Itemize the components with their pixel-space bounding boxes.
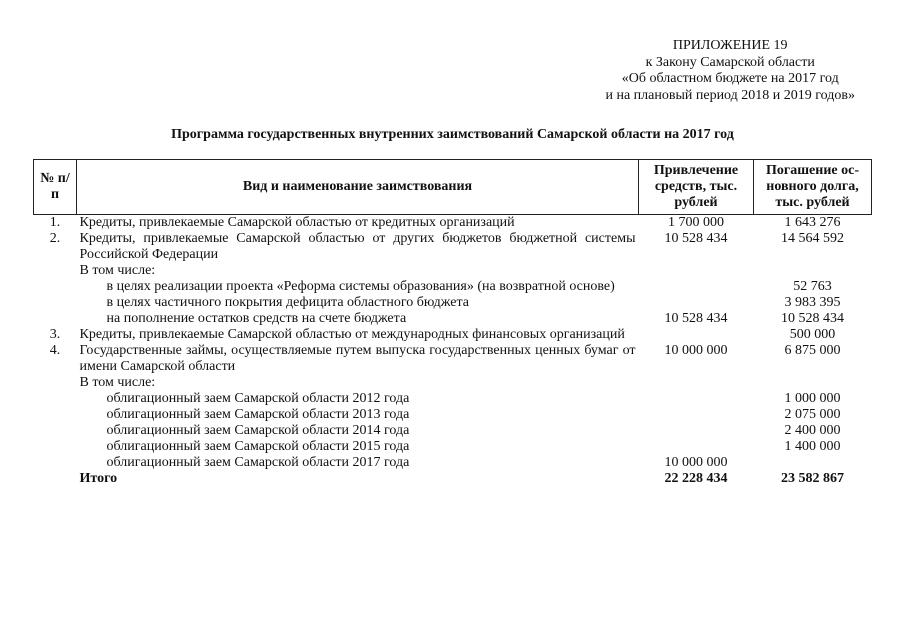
row-repay: 10 528 434	[781, 311, 844, 326]
row-number: 2.	[49, 231, 61, 246]
row-name: Государственные займы, осуществляемые путем выпуска государственных ценных бумаг от имени Самарской области	[79, 343, 636, 374]
row-raise	[639, 327, 754, 343]
row-name: Кредиты, привлекаемые Самарской областью от международных финансовых организаций	[79, 327, 625, 342]
row-raise	[639, 407, 754, 423]
row-number	[34, 391, 77, 407]
appendix-law-period: и на плановый период 2018 и 2019 годов»	[605, 87, 855, 103]
row-repay: 500 000	[789, 327, 836, 342]
row-repay: 6 875 000	[784, 343, 841, 358]
table-row	[34, 455, 872, 471]
table-row	[34, 295, 872, 311]
row-repay: 2 400 000	[784, 423, 841, 438]
row-raise	[639, 423, 754, 439]
header-raise: Привлечение средств, тыс. рублей	[639, 160, 754, 215]
table-row	[34, 215, 872, 232]
row-repay	[754, 263, 872, 279]
row-number	[34, 295, 77, 311]
row-name: В том числе:	[79, 375, 156, 390]
row-raise: 1 700 000	[668, 215, 724, 230]
appendix-law-title: «Об областном бюджете на 2017 год	[621, 71, 839, 86]
row-name: Кредиты, привлекаемые Самарской областью от других бюджетов бюджетной системы Российской Федерации	[79, 231, 636, 262]
row-raise	[639, 439, 754, 455]
total-label: Итого	[79, 471, 118, 486]
row-raise	[639, 263, 754, 279]
row-repay: 14 564 592	[781, 231, 844, 246]
row-raise: 10 528 434	[664, 311, 728, 326]
row-name: на пополнение остатков средств на счете бюджета	[106, 311, 407, 326]
table-row	[34, 279, 872, 295]
row-number	[34, 279, 77, 295]
appendix-header	[605, 38, 855, 104]
total-repay: 23 582 867	[781, 471, 844, 486]
row-name: облигационный заем Самарской области 2017 года	[106, 455, 410, 470]
header-name: Вид и наименование заимствования	[77, 160, 639, 215]
table-row	[34, 263, 872, 279]
row-name: В том числе:	[79, 263, 156, 278]
row-raise: 10 000 000	[664, 455, 728, 470]
row-repay: 2 075 000	[784, 407, 841, 422]
row-raise: 10 000 000	[664, 343, 728, 358]
row-number: 4.	[49, 343, 61, 358]
document-title: Программа государственных внутренних заимствований Самарской области на 2017 год	[171, 127, 734, 142]
row-name: облигационный заем Самарской области 2012 года	[106, 391, 410, 406]
table-row	[34, 343, 872, 375]
row-number	[34, 407, 77, 423]
row-raise	[639, 279, 754, 295]
total-raise: 22 228 434	[664, 471, 728, 486]
row-number	[34, 375, 77, 391]
header-number: № п/п	[34, 160, 77, 215]
row-repay: 3 983 395	[784, 295, 841, 310]
row-number	[34, 455, 77, 471]
row-repay	[754, 375, 872, 391]
row-name: Кредиты, привлекаемые Самарской областью от кредитных организаций	[79, 215, 515, 230]
table-row	[34, 391, 872, 407]
table-header-row	[34, 160, 872, 215]
row-name: в целях реализации проекта «Реформа системы образования» (на возвратной основе)	[106, 279, 615, 294]
row-repay: 1 000 000	[784, 391, 841, 406]
table-row	[34, 439, 872, 455]
row-name: в целях частичного покрытия дефицита областного бюджета	[106, 295, 469, 310]
row-number	[34, 311, 77, 327]
total-row	[34, 471, 872, 487]
row-name: облигационный заем Самарской области 2014 года	[106, 423, 410, 438]
row-raise	[639, 391, 754, 407]
row-raise	[639, 295, 754, 311]
row-repay: 1 643 276	[784, 215, 841, 230]
row-number	[34, 439, 77, 455]
table-row	[34, 231, 872, 263]
row-repay: 1 400 000	[784, 439, 841, 454]
row-name: облигационный заем Самарской области 2015 года	[106, 439, 410, 454]
table-row	[34, 327, 872, 343]
row-number: 1.	[49, 215, 61, 230]
row-raise	[639, 375, 754, 391]
row-number: 3.	[49, 327, 61, 342]
borrowing-program-table	[33, 159, 872, 487]
total-number	[34, 471, 77, 487]
appendix-law: к Закону Самарской области	[645, 54, 815, 70]
table-row	[34, 423, 872, 439]
table-row	[34, 311, 872, 327]
table-row	[34, 375, 872, 391]
row-raise: 10 528 434	[664, 231, 728, 246]
appendix-number: ПРИЛОЖЕНИЕ 19	[672, 38, 788, 53]
row-repay	[754, 455, 872, 471]
row-name: облигационный заем Самарской области 2013 года	[106, 407, 410, 422]
row-number	[34, 423, 77, 439]
header-repay: Погашение ос-новного долга, тыс. рублей	[754, 160, 872, 215]
row-repay: 52 763	[793, 279, 832, 294]
row-number	[34, 263, 77, 279]
table-row	[34, 407, 872, 423]
